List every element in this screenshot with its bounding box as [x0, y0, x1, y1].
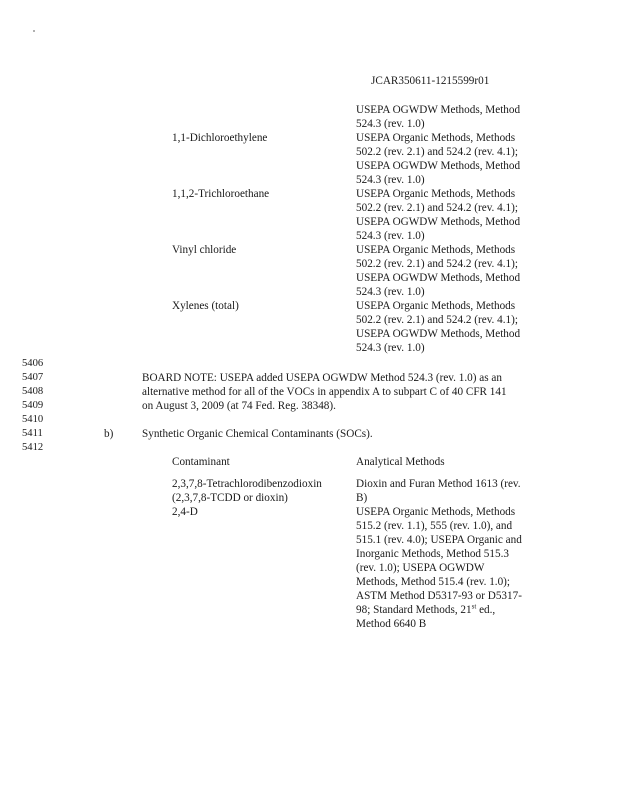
method-text: ed., — [476, 604, 496, 616]
line-number: 5409 — [22, 400, 44, 411]
method-line: 524.3 (rev. 1.0) — [356, 342, 425, 354]
method-line: USEPA Organic Methods, Methods — [356, 506, 516, 518]
column-header-contaminant: Contaminant — [172, 456, 230, 468]
ordinal-superscript: st — [471, 602, 477, 611]
method-line: 515.1 (rev. 4.0); USEPA Organic and — [356, 534, 522, 546]
method-line: 524.3 (rev. 1.0) — [356, 286, 425, 298]
method-line: 524.3 (rev. 1.0) — [356, 230, 425, 242]
method-line: Method 6640 B — [356, 618, 427, 630]
method-line: Dioxin and Furan Method 1613 (rev. — [356, 478, 521, 490]
method-line: USEPA Organic Methods, Methods — [356, 300, 516, 312]
contaminant-name: (2,3,7,8-TCDD or dioxin) — [172, 492, 288, 504]
method-line: 515.2 (rev. 1.1), 555 (rev. 1.0), and — [356, 520, 513, 532]
method-line: USEPA OGWDW Methods, Method — [356, 160, 521, 172]
line-number: 5407 — [22, 372, 44, 383]
board-note-line: alternative method for all of the VOCs in appendix A to subpart C of 40 CFR 141 — [142, 386, 507, 398]
method-text: 98; Standard Methods, 21 — [356, 604, 472, 616]
method-line: 502.2 (rev. 2.1) and 524.2 (rev. 4.1); — [356, 146, 518, 158]
method-line: 502.2 (rev. 2.1) and 524.2 (rev. 4.1); — [356, 202, 518, 214]
contaminant-name: 1,1-Dichloroethylene — [172, 132, 268, 144]
method-line: 502.2 (rev. 2.1) and 524.2 (rev. 4.1); — [356, 314, 518, 326]
method-line: B) — [356, 492, 368, 504]
contaminant-name: 1,1,2-Trichloroethane — [172, 188, 270, 200]
method-line: 524.3 (rev. 1.0) — [356, 118, 425, 130]
contaminant-name: 2,3,7,8-Tetrachlorodibenzodioxin — [172, 478, 322, 490]
board-note-line: BOARD NOTE: USEPA added USEPA OGWDW Method 524.3 (rev. 1.0) as an — [142, 372, 502, 384]
contaminant-name: Xylenes (total) — [172, 300, 239, 312]
line-number: 5412 — [22, 442, 44, 453]
method-line: USEPA Organic Methods, Methods — [356, 188, 516, 200]
method-line: USEPA OGWDW Methods, Method — [356, 216, 521, 228]
line-number: 5411 — [22, 428, 43, 439]
method-line: USEPA OGWDW Methods, Method — [356, 104, 521, 116]
scan-speck — [33, 30, 35, 32]
board-note-line: on August 3, 2009 (at 74 Fed. Reg. 38348). — [142, 400, 336, 412]
method-line: USEPA OGWDW Methods, Method — [356, 272, 521, 284]
contaminant-name: Vinyl chloride — [172, 244, 237, 256]
method-line: Methods, Method 515.4 (rev. 1.0); — [356, 576, 511, 588]
method-line: USEPA OGWDW Methods, Method — [356, 328, 521, 340]
method-line: (rev. 1.0); USEPA OGWDW — [356, 562, 485, 574]
document-id: JCAR350611-1215599r01 — [371, 75, 490, 87]
line-number: 5410 — [22, 414, 44, 425]
method-line: USEPA Organic Methods, Methods — [356, 132, 516, 144]
method-line: USEPA Organic Methods, Methods — [356, 244, 516, 256]
line-number: 5408 — [22, 386, 44, 397]
method-line: Inorganic Methods, Method 515.3 — [356, 548, 509, 560]
subsection-title: Synthetic Organic Chemical Contaminants (SOCs). — [142, 428, 373, 440]
contaminant-name: 2,4-D — [172, 506, 198, 518]
line-number: 5406 — [22, 358, 44, 369]
method-line: ASTM Method D5317-93 or D5317- — [356, 590, 522, 602]
column-header-methods: Analytical Methods — [356, 456, 445, 468]
method-line: 502.2 (rev. 2.1) and 524.2 (rev. 4.1); — [356, 258, 518, 270]
method-line: 524.3 (rev. 1.0) — [356, 174, 425, 186]
subsection-label: b) — [104, 428, 114, 440]
method-line-with-superscript — [356, 603, 495, 617]
